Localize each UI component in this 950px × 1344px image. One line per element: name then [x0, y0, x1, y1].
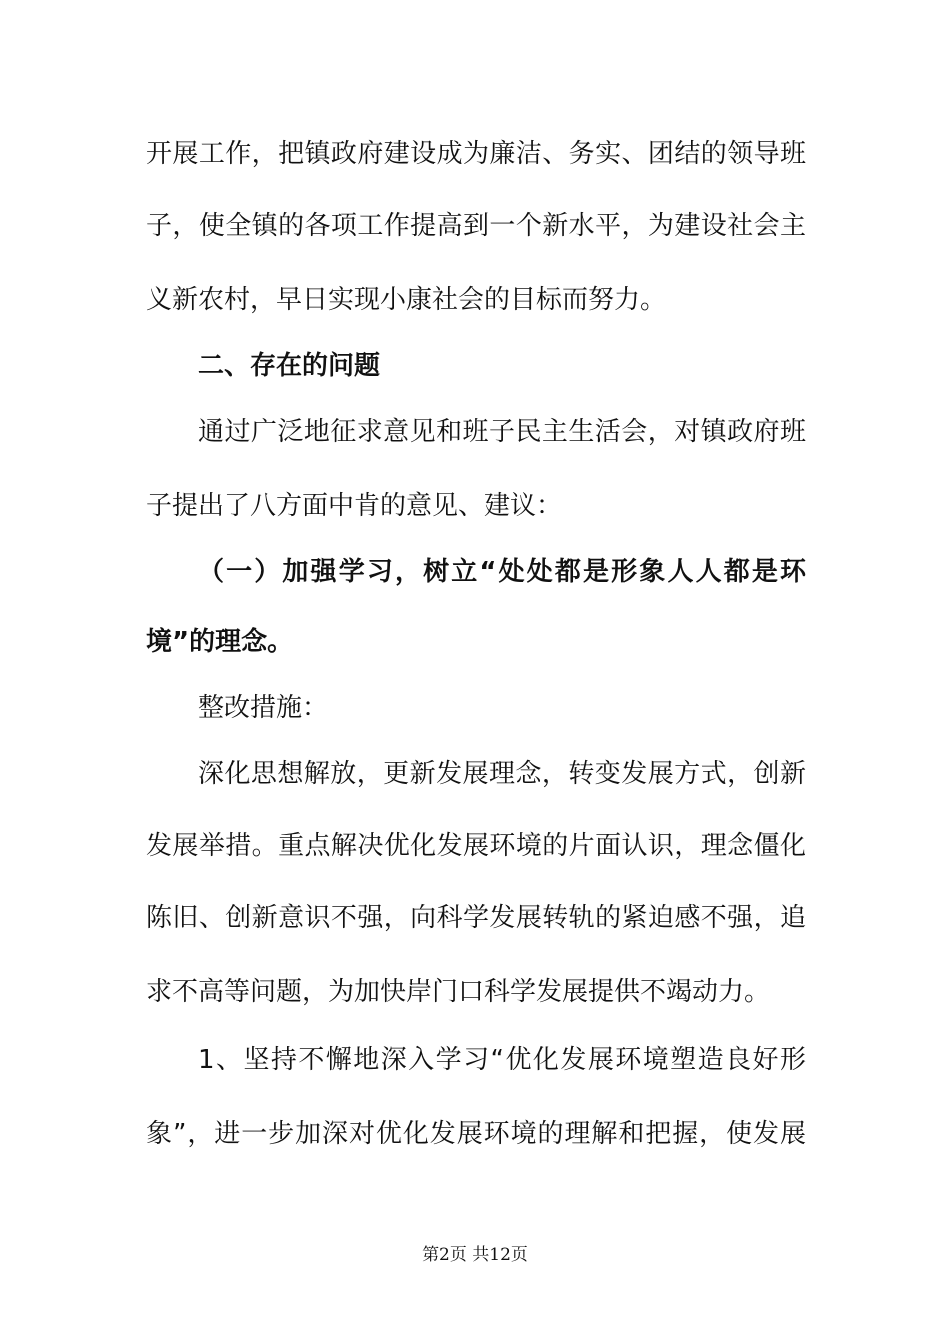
- paragraph-line: 象”，进一步加深对优化发展环境的理解和把握，使发展: [146, 1119, 806, 1149]
- paragraph-line: 陈旧、创新意识不强，向科学发展转轨的紧迫感不强，追: [146, 903, 806, 933]
- page-number-footer: 第2页 共12页: [422, 1245, 528, 1265]
- paragraph-line: 1、坚持不懈地深入学习“优化发展环境塑造良好形: [198, 1045, 806, 1075]
- paragraph-line: 开展工作，把镇政府建设成为廉洁、务实、团结的领导班: [146, 139, 806, 169]
- subsection-heading-cont: 境”的理念。: [146, 627, 294, 657]
- subsection-heading: （一）加强学习，树立“处处都是形象人人都是环: [198, 557, 806, 587]
- paragraph-line: 求不高等问题，为加快岸门口科学发展提供不竭动力。: [146, 977, 771, 1007]
- measures-label: 整改措施：: [198, 693, 329, 723]
- paragraph-line: 深化思想解放，更新发展理念，转变发展方式，创新: [198, 759, 806, 789]
- paragraph-line: 子，使全镇的各项工作提高到一个新水平，为建设社会主: [146, 211, 806, 241]
- paragraph-line: 发展举措。重点解决优化发展环境的片面认识，理念僵化: [146, 831, 806, 861]
- paragraph-line: 义新农村，早日实现小康社会的目标而努力。: [146, 285, 667, 315]
- paragraph-line: 子提出了八方面中肯的意见、建议：: [146, 491, 563, 521]
- paragraph-line: 通过广泛地征求意见和班子民主生活会，对镇政府班: [198, 417, 806, 447]
- section-heading: 二、存在的问题: [198, 351, 381, 381]
